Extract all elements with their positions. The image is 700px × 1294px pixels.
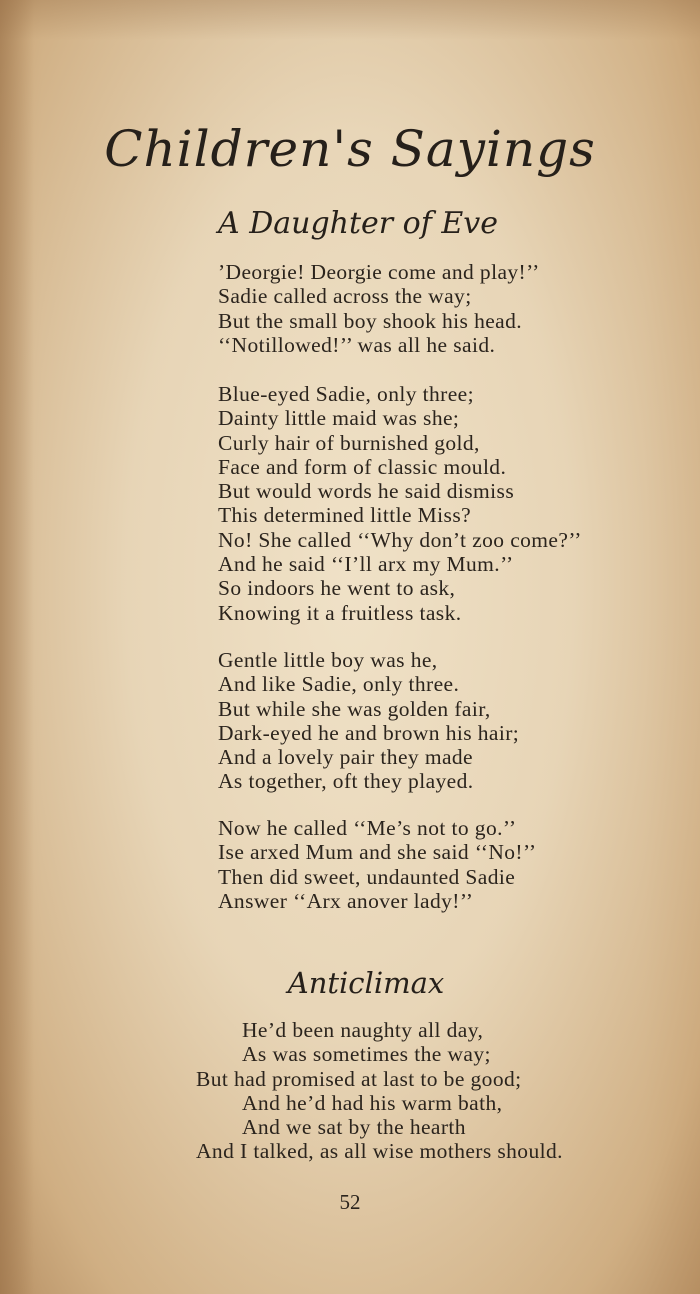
page-title: Children's Sayings [104, 120, 596, 178]
poem-line: And I talked, as all wise mothers should. [196, 1139, 563, 1164]
poem-line: This determined little Miss? [218, 503, 472, 528]
poem-line: So indoors he went to ask, [218, 576, 456, 601]
poem-title-anticlimax: Anticlimax [287, 966, 445, 1000]
poem-stanza-1 [218, 260, 540, 357]
poem-line: No! She called ‘‘Why don’t zoo come?’’ [218, 527, 582, 552]
poem-line: But would words he said dismiss [218, 479, 515, 504]
poem-stanza-2 [218, 382, 582, 625]
poem-line: Blue-eyed Sadie, only three; [218, 382, 474, 406]
poem-line: As was sometimes the way; [242, 1042, 491, 1067]
poem-line: Now he called ‘‘Me’s not to go.’’ [218, 816, 517, 840]
poem-line: And like Sadie, only three. [218, 672, 460, 697]
poem-line: Curly hair of burnished gold, [218, 430, 480, 455]
poem-line: Face and form of classic mould. [218, 454, 507, 479]
poem-line: Then did sweet, undaunted Sadie [218, 864, 516, 889]
poem-line: Sadie called across the way; [218, 284, 472, 309]
poem-line: But had promised at last to be good; [196, 1066, 522, 1091]
poem-line: But while she was golden fair, [218, 696, 491, 721]
poem-line: And we sat by the hearth [242, 1115, 466, 1140]
poem-line: Dainty little maid was she; [218, 406, 460, 431]
poem-stanza-anticlimax [196, 1018, 563, 1164]
poem-line: Answer ‘‘Arx anover lady!’’ [218, 888, 474, 913]
page-shadow-left [0, 0, 34, 1294]
page-shadow-top [0, 0, 700, 40]
poem-line: Dark-eyed he and brown his hair; [218, 720, 520, 745]
poem-line: But the small boy shook his head. [218, 308, 523, 333]
poem-line: And he’d had his warm bath, [242, 1090, 503, 1115]
poem-stanza-3 [218, 648, 519, 794]
poem-line: ‘‘Notillowed!’’ was all he said. [218, 332, 496, 357]
poem-line: He’d been naughty all day, [242, 1018, 484, 1042]
poem-title-daughter-of-eve: A Daughter of Eve [218, 206, 498, 241]
poem-line: Gentle little boy was he, [218, 648, 438, 672]
poem-line: Knowing it a fruitless task. [218, 600, 462, 625]
page-number: 52 [339, 1190, 361, 1214]
poem-line: ’Deorgie! Deorgie come and play!’’ [218, 260, 540, 284]
poem-line: And a lovely pair they made [218, 745, 473, 770]
poem-line: As together, oft they played. [218, 769, 474, 794]
poem-line: And he said ‘‘I’ll arx my Mum.’’ [218, 552, 514, 577]
poem-stanza-4 [218, 816, 536, 913]
poem-line: Ise arxed Mum and she said ‘‘No!’’ [218, 840, 537, 865]
